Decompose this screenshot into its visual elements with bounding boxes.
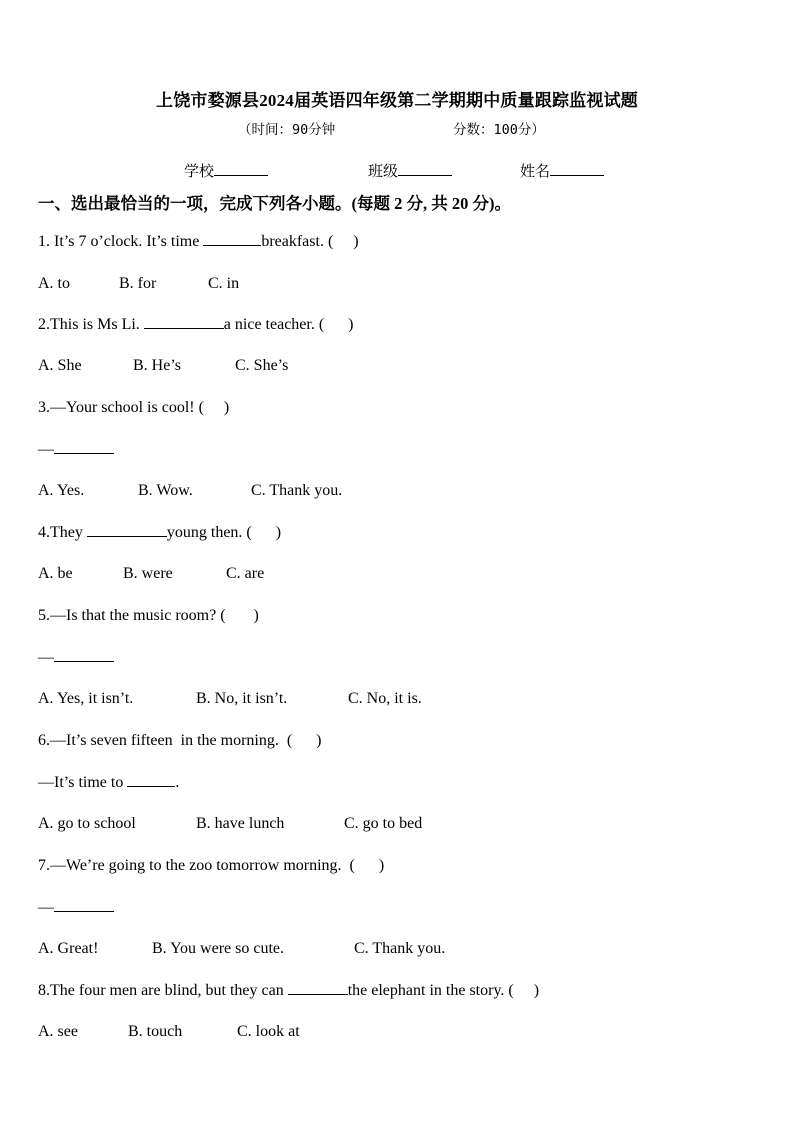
exam-title: 上饶市婺源县2024届英语四年级第二学期期中质量跟踪监视试题 [156, 91, 638, 110]
question-8 [38, 982, 539, 1000]
option-8c[interactable]: C. look at [237, 1023, 300, 1040]
reply-blank-6[interactable] [127, 774, 175, 787]
class-field [368, 160, 452, 181]
reply-blank-5[interactable] [54, 649, 114, 662]
name-label: 姓名 [520, 164, 551, 180]
answer-blank-8[interactable] [288, 982, 348, 995]
options-5 [38, 690, 422, 708]
answer-blank-2[interactable] [144, 316, 224, 329]
section-heading: 一、选出最恰当的一项，完成下列各小题。(每题 2 分, 共 20 分)。 [38, 194, 511, 213]
option-7c[interactable]: C. Thank you. [354, 940, 446, 957]
question-1 [38, 233, 359, 251]
school-blank[interactable] [214, 161, 268, 176]
reply-6-pre: —It’s time to [38, 774, 128, 791]
question-3: 3.—Your school is cool! ( ) [38, 399, 230, 416]
reply-blank-7[interactable] [54, 899, 114, 912]
option-4b[interactable]: B. were [123, 565, 173, 582]
options-7 [38, 940, 445, 958]
class-label: 班级 [368, 164, 399, 180]
option-5b[interactable]: B. No, it isn’t. [196, 690, 288, 707]
option-5a[interactable]: A. Yes, it isn’t. [38, 690, 134, 707]
question-1-pre: 1. It’s 7 o’clock. It’s time [38, 233, 204, 250]
exam-score: 分数：100分） [453, 122, 545, 138]
option-2b[interactable]: B. He’s [133, 357, 181, 374]
reply-3 [38, 441, 114, 459]
option-1a[interactable]: A. to [38, 275, 70, 292]
option-3c[interactable]: C. Thank you. [251, 482, 343, 499]
question-8-pre: 8.The four men are blind, but they can [38, 982, 288, 999]
question-6: 6.—It’s seven fifteen in the morning. ( ) [38, 732, 322, 749]
reply-6 [38, 774, 179, 792]
question-2 [38, 316, 354, 334]
reply-5 [38, 649, 114, 667]
option-6a[interactable]: A. go to school [38, 815, 136, 832]
option-4a[interactable]: A. be [38, 565, 73, 582]
question-4-post: young then. ( ) [166, 524, 282, 541]
options-8 [38, 1023, 300, 1041]
option-2a[interactable]: A. She [38, 357, 82, 374]
options-4 [38, 565, 264, 583]
exam-time: （时间：90分钟 [238, 122, 336, 138]
options-2 [38, 357, 288, 375]
reply-7-dash: — [38, 899, 54, 916]
question-7: 7.—We’re going to the zoo tomorrow morning. ( ) [38, 857, 385, 874]
name-blank[interactable] [550, 161, 604, 176]
reply-6-post: . [175, 774, 180, 791]
question-4 [38, 524, 281, 542]
option-8a[interactable]: A. see [38, 1023, 78, 1040]
reply-7 [38, 899, 114, 917]
option-5c[interactable]: C. No, it is. [348, 690, 422, 707]
option-1c[interactable]: C. in [208, 275, 240, 292]
answer-blank-1[interactable] [203, 233, 261, 246]
option-6b[interactable]: B. have lunch [196, 815, 285, 832]
question-4-pre: 4.They [38, 524, 87, 541]
school-label: 学校 [184, 164, 215, 180]
reply-5-dash: — [38, 649, 54, 666]
options-1 [38, 275, 239, 293]
options-6 [38, 815, 422, 833]
reply-3-dash: — [38, 441, 54, 458]
option-2c[interactable]: C. She’s [235, 357, 289, 374]
question-2-pre: 2.This is Ms Li. [38, 316, 144, 333]
options-3 [38, 482, 342, 500]
question-8-post: the elephant in the story. ( ) [347, 982, 540, 999]
school-field [184, 160, 268, 181]
option-3a[interactable]: A. Yes. [38, 482, 85, 499]
option-4c[interactable]: C. are [226, 565, 265, 582]
class-blank[interactable] [398, 161, 452, 176]
option-8b[interactable]: B. touch [128, 1023, 183, 1040]
question-1-post: breakfast. ( ) [261, 233, 359, 250]
reply-blank-3[interactable] [54, 441, 114, 454]
option-3b[interactable]: B. Wow. [138, 482, 193, 499]
answer-blank-4[interactable] [87, 524, 167, 537]
question-5: 5.—Is that the music room? ( ) [38, 607, 259, 624]
option-1b[interactable]: B. for [119, 275, 157, 292]
name-field [520, 160, 604, 181]
question-2-post: a nice teacher. ( ) [223, 316, 354, 333]
option-6c[interactable]: C. go to bed [344, 815, 423, 832]
option-7a[interactable]: A. Great! [38, 940, 99, 957]
option-7b[interactable]: B. You were so cute. [152, 940, 284, 957]
